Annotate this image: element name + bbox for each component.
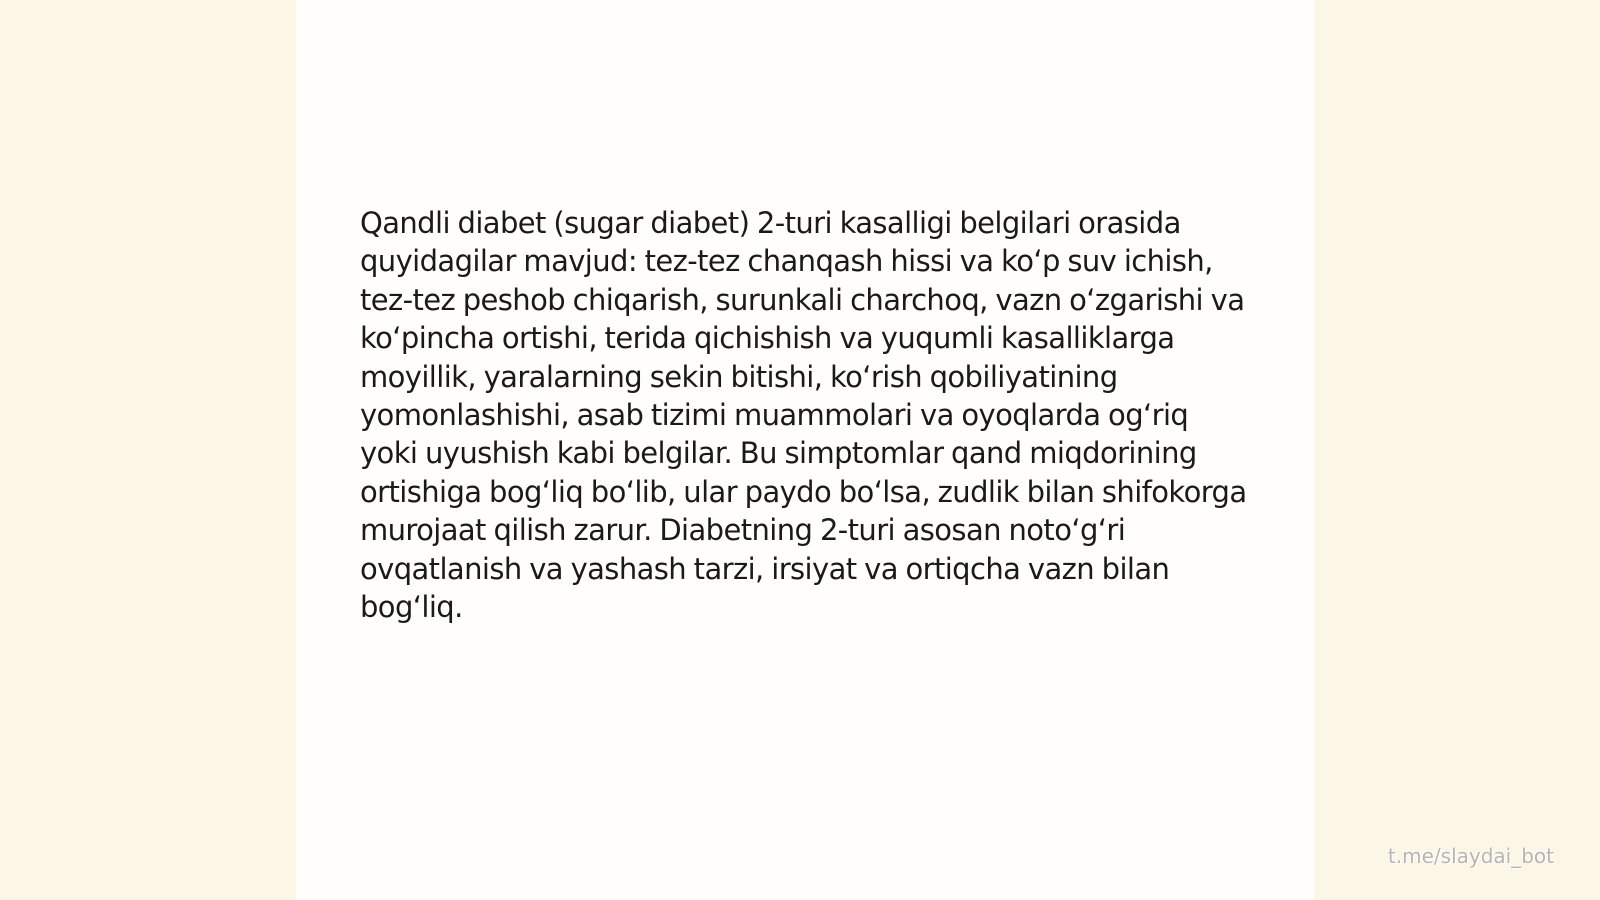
watermark: t.me/slaydai_bot <box>1387 844 1554 868</box>
slide-body-text: Qandli diabet (sugar diabet) 2-turi kasalligi belgilari orasida quyidagilar mavjud: tez-tez chanqash hissi va ko‘p suv ichish, tez-tez peshob chiqarish, surunkali charchoq, vazn o‘zgarishi va ko‘pincha ortishi, terida qichishish va yuqumli kasalliklarga moyillik, yaralarning sekin bitishi, ko‘rish qobiliyatining yomonlashishi, asab tizimi muammolari va oyoqlarda og‘riq yoki uyushish kabi belgilar. Bu simptomlar qand miqdorining ortishiga bog‘liq bo‘lib, ular paydo bo‘lsa, zudlik bilan shifokorga murojaat qilish zarur. Diabetning 2-turi asosan noto‘g‘ri ovqatlanish va yashash tarzi, irsiyat va ortiqcha vazn bilan bog‘liq. <box>360 206 1247 625</box>
